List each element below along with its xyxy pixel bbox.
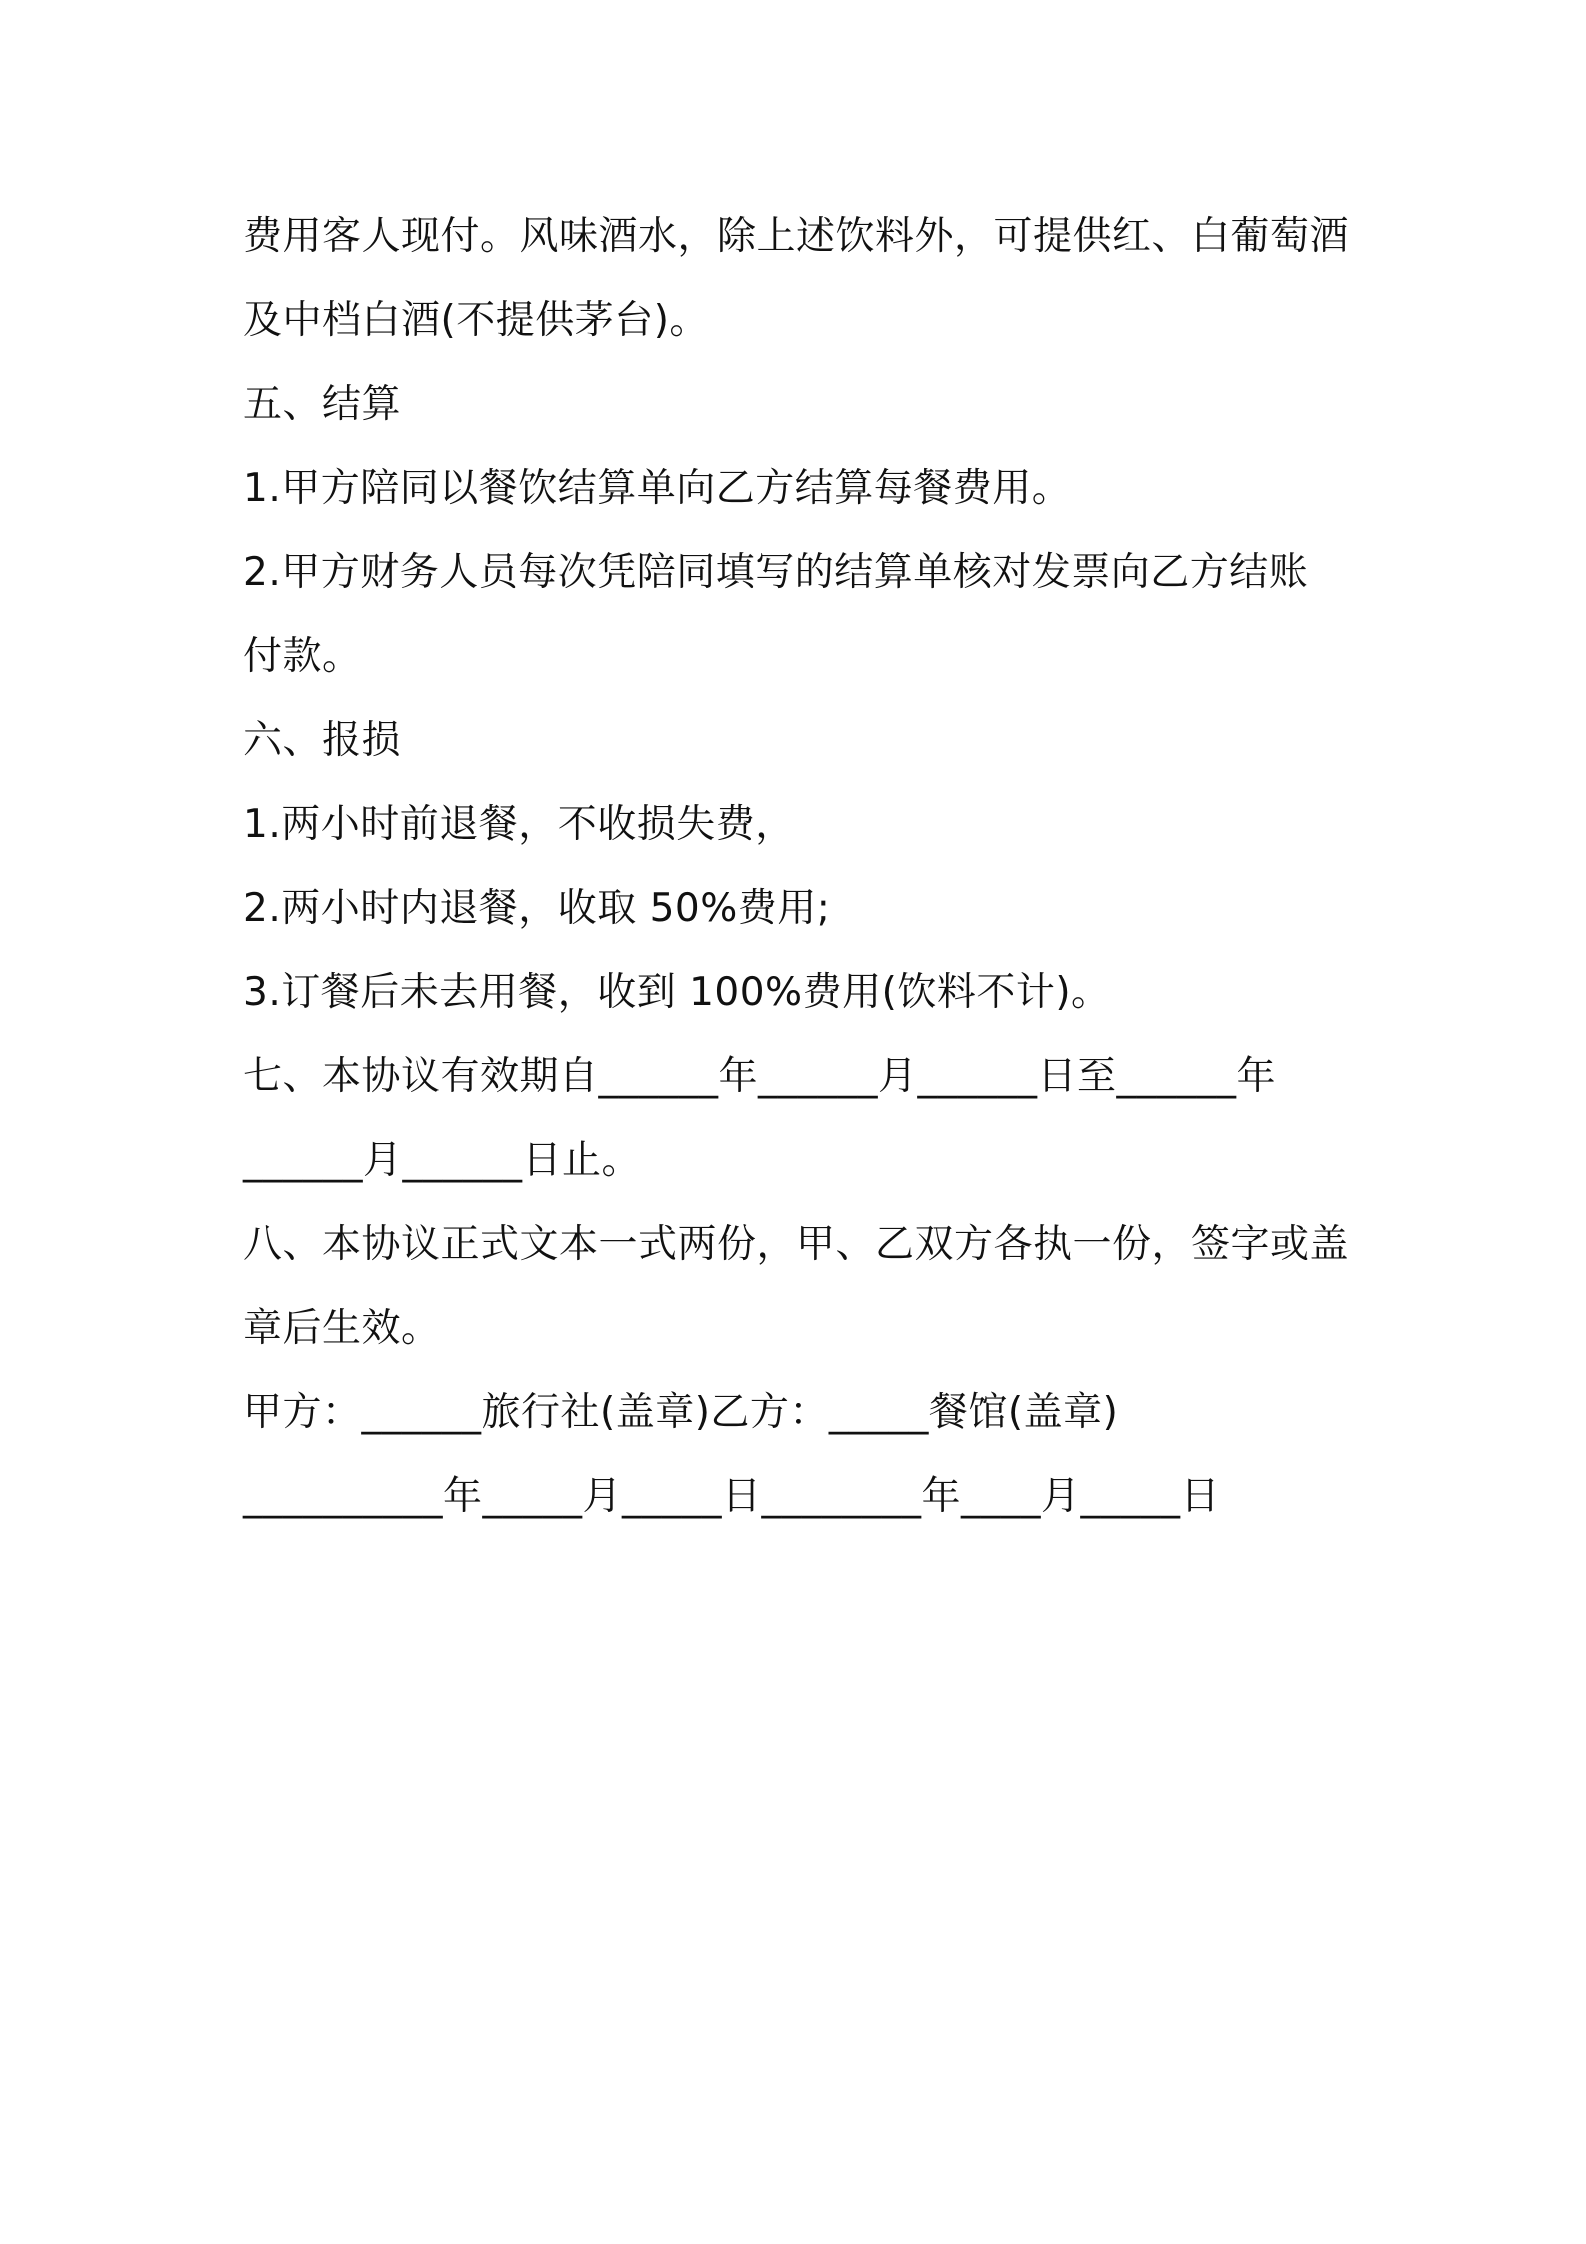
document-body: [243, 195, 1363, 1539]
text-line: 3.订餐后未去用餐，收到 100%费用(饮料不计)。: [243, 970, 1111, 1015]
text-line: 2.两小时内退餐，收取 50%费用;: [243, 886, 831, 931]
text-line: 七、本协议有效期自______年______月______日至______年: [243, 1054, 1277, 1099]
text-line: 及中档白酒(不提供茅台)。: [243, 298, 709, 343]
text-line: 1.甲方陪同以餐饮结算单向乙方结算每餐费用。: [243, 466, 1072, 511]
text-line: 费用客人现付。风味酒水，除上述饮料外，可提供红、白葡萄酒: [243, 214, 1350, 259]
text-line: 1.两小时前退餐，不收损失费，: [243, 802, 795, 847]
text-line: ______月______日止。: [243, 1138, 642, 1183]
signature-date-line: __________年_____月_____日________年____月_____日: [243, 1474, 1221, 1519]
section-heading: 五、结算: [243, 382, 402, 427]
text-line: 2.甲方财务人员每次凭陪同填写的结算单核对发票向乙方结账: [243, 550, 1309, 595]
text-line: 八、本协议正式文本一式两份，甲、乙双方各执一份，签字或盖: [243, 1222, 1350, 1267]
signature-parties-line: 甲方：______旅行社(盖章)乙方：_____餐馆(盖章): [243, 1390, 1119, 1435]
text-line: 章后生效。: [243, 1306, 441, 1351]
section-heading: 六、报损: [243, 718, 402, 763]
text-line: 付款。: [243, 634, 362, 679]
